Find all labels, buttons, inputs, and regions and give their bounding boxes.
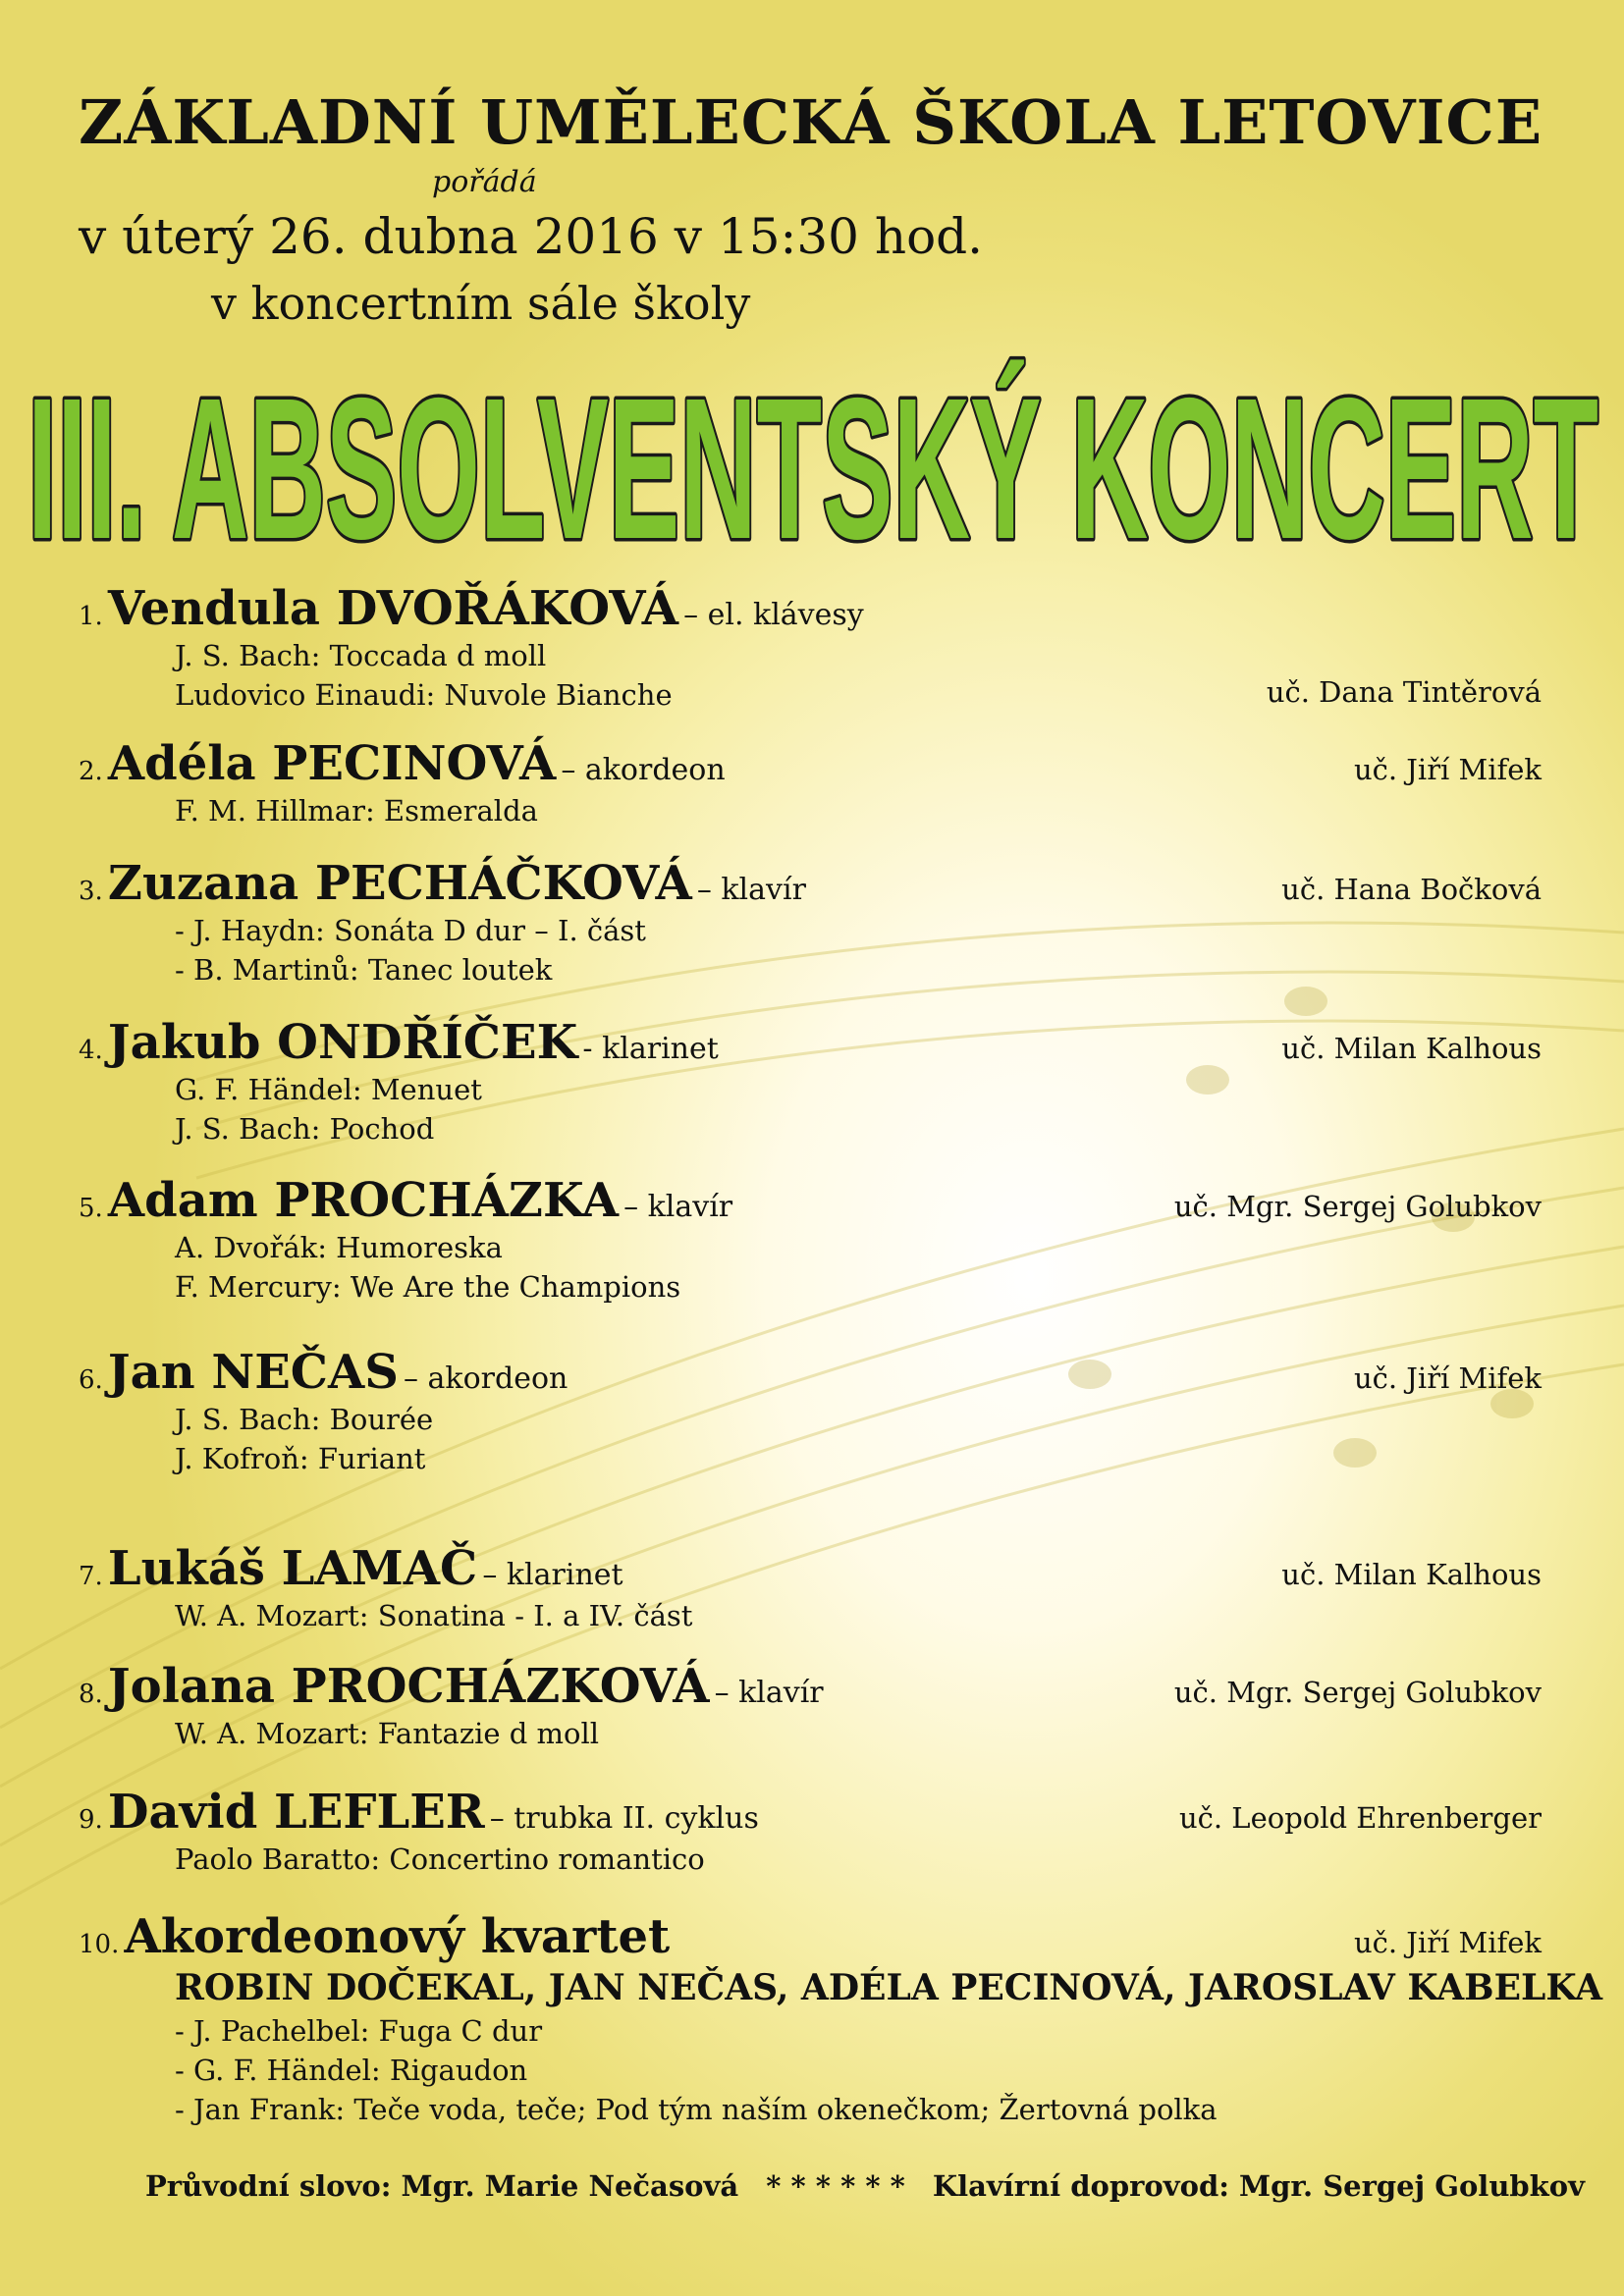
narration-credit: Průvodní slovo: Mgr. Marie Nečasová [145, 2169, 739, 2203]
piece-item: Paolo Baratto: Concertino romantico [175, 1842, 705, 1876]
program-entry [79, 581, 1542, 715]
performer-name: Adam PROCHÁZKA [107, 1173, 619, 1228]
entry-number: 4. [79, 1036, 103, 1065]
performer-instrument: – akordeon [561, 753, 726, 787]
entry-header [79, 856, 1542, 911]
piece-item: J. S. Bach: Toccada d moll [175, 639, 547, 672]
piece-item: G. F. Händel: Menuet [175, 1073, 482, 1106]
entry-header [79, 1541, 1542, 1596]
concert-venue: v koncertním sále školy [211, 277, 751, 330]
concert-title [18, 330, 1608, 575]
teacher-name: uč. Jiří Mifek [1353, 753, 1542, 786]
piece-item: - B. Martinů: Tanec loutek [175, 953, 553, 987]
program-entry [79, 1345, 1542, 1478]
teacher-name: uč. Hana Bočková [1281, 873, 1542, 906]
piece-item: Ludovico Einaudi: Nuvole Bianche [175, 678, 673, 712]
entry-header [79, 1345, 1542, 1400]
teacher-name: uč. Milan Kalhous [1281, 1558, 1542, 1591]
footer-credits [145, 2169, 1602, 2203]
program-entry [79, 856, 1542, 989]
teacher-name: uč. Milan Kalhous [1281, 1032, 1542, 1065]
performer-name: David LEFLER [107, 1785, 485, 1840]
entry-number: 6. [79, 1365, 103, 1395]
teacher-name: uč. Leopold Ehrenberger [1178, 1801, 1542, 1835]
entry-number: 8. [79, 1680, 103, 1709]
piece-item: J. S. Bach: Pochod [175, 1112, 435, 1146]
piece-item: A. Dvořák: Humoreska [175, 1231, 503, 1264]
piece-item: W. A. Mozart: Fantazie d moll [175, 1717, 600, 1750]
performer-instrument: – klavír [696, 873, 806, 907]
piece-item: - J. Pachelbel: Fuga C dur [175, 2014, 543, 2048]
piece-item: - Jan Frank: Teče voda, teče; Pod tým naším okenečkom; Žertovná polka [175, 2093, 1218, 2126]
program-entry [79, 1015, 1542, 1148]
performer-name: Vendula DVOŘÁKOVÁ [107, 581, 678, 636]
organizes-label: pořádá [432, 165, 537, 199]
teacher-name: uč. Jiří Mifek [1353, 1926, 1542, 1959]
entry-number: 10. [79, 1930, 120, 1959]
program-entry [79, 1173, 1542, 1307]
entry-number: 5. [79, 1194, 103, 1223]
performer-name: Adéla PECINOVÁ [107, 736, 557, 791]
teacher-name: uč. Dana Tintěrová [1266, 675, 1542, 709]
entry-header [79, 1173, 1542, 1228]
entry-header [79, 1909, 1542, 1964]
school-name: ZÁKLADNÍ UMĚLECKÁ ŠKOLA LETOVICE [79, 86, 1543, 158]
entry-number: 2. [79, 757, 103, 786]
piece-item: W. A. Mozart: Sonatina - I. a IV. část [175, 1599, 693, 1632]
entry-number: 9. [79, 1805, 103, 1835]
performer-name: Jolana PROCHÁZKOVÁ [107, 1659, 710, 1714]
piece-item: J. S. Bach: Bourée [175, 1403, 434, 1436]
piece-item: F. M. Hillmar: Esmeralda [175, 794, 538, 828]
entry-header [79, 1015, 1542, 1070]
concert-title-text: III. ABSOLVENTSKÝ KONCERT [27, 356, 1598, 575]
performer-instrument: – el. klávesy [683, 598, 864, 632]
program-entry [79, 1909, 1603, 2129]
program-entry [79, 1541, 1542, 1635]
performer-instrument: – klavír [714, 1676, 824, 1710]
performer-instrument: – trubka II. cyklus [489, 1801, 759, 1836]
performer-instrument: - klarinet [582, 1032, 719, 1066]
concert-date: v úterý 26. dubna 2016 v 15:30 hod. [79, 208, 984, 265]
performer-name: Jakub ONDŘÍČEK [107, 1015, 578, 1070]
teacher-name: uč. Mgr. Sergej Golubkov [1173, 1190, 1542, 1223]
performer-name: Akordeonový kvartet [124, 1909, 671, 1964]
ensemble-members: ROBIN DOČEKAL, JAN NEČAS, ADÉLA PECINOVÁ, JAROSLAV KABELKA [175, 1967, 1603, 2008]
teacher-name: uč. Jiří Mifek [1353, 1362, 1542, 1395]
performer-name: Jan NEČAS [107, 1345, 399, 1400]
entry-number: 1. [79, 602, 103, 631]
entry-header [79, 1659, 1542, 1714]
piece-item: F. Mercury: We Are the Champions [175, 1270, 681, 1304]
program-entry [79, 1659, 1542, 1753]
performer-instrument: – akordeon [404, 1362, 568, 1396]
performer-name: Zuzana PECHÁČKOVÁ [107, 856, 692, 911]
entry-number: 7. [79, 1562, 103, 1591]
performer-instrument: – klavír [623, 1190, 733, 1224]
performer-name: Lukáš LAMAČ [107, 1541, 478, 1596]
accompaniment-credit: Klavírní doprovod: Mgr. Sergej Golubkov [932, 2169, 1585, 2203]
entry-header [79, 1785, 1542, 1840]
piece-item: - G. F. Händel: Rigaudon [175, 2054, 528, 2087]
footer-separator: * * * * * * [766, 2169, 905, 2203]
performer-instrument: – klarinet [482, 1558, 623, 1592]
piece-item: J. Kofroň: Furiant [175, 1442, 426, 1475]
entry-header [79, 736, 1542, 791]
entry-header [79, 581, 1542, 636]
piece-item: - J. Haydn: Sonáta D dur – I. část [175, 914, 646, 947]
program-entry [79, 736, 1542, 830]
entry-number: 3. [79, 877, 103, 906]
program-entry [79, 1785, 1542, 1879]
teacher-name: uč. Mgr. Sergej Golubkov [1173, 1676, 1542, 1709]
